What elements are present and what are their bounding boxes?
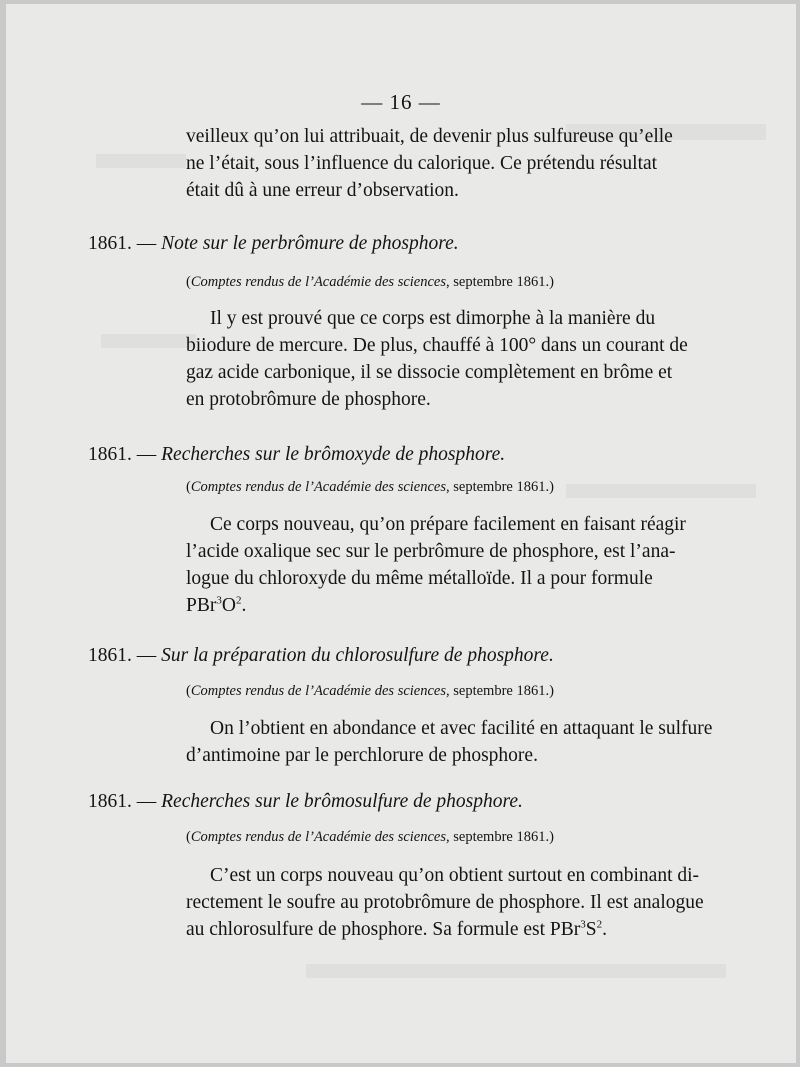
entry-body	[186, 305, 718, 413]
entry-citation	[186, 479, 554, 496]
citation-journal: Comptes rendus de l’Académie des sciences	[190, 479, 446, 495]
book-page	[6, 4, 796, 1063]
entry-dash: —	[136, 791, 157, 812]
text-line: était dû à une erreur d’observation.	[186, 180, 459, 201]
citation-journal: Comptes rendus de l’Académie des sciences	[190, 829, 446, 845]
citation-date: , septembre 1861.)	[446, 274, 554, 290]
text-line: Il y est prouvé que ce corps est dimorphe à la manière du	[210, 308, 656, 329]
formula-part: PBr	[549, 919, 581, 940]
entry-title: Sur la préparation du chlorosulfure de phosphore.	[161, 645, 554, 666]
formula-subscript: 2	[596, 918, 603, 931]
citation-open: (	[186, 274, 191, 290]
entry-citation	[186, 683, 554, 700]
intro-paragraph	[186, 123, 718, 204]
formula-subscript: 3	[580, 918, 586, 931]
citation-date: , septembre 1861.)	[446, 829, 554, 845]
bleed-through-mark	[96, 154, 186, 168]
entry-citation	[186, 829, 554, 846]
citation-journal: Comptes rendus de l’Académie des sciences	[190, 683, 446, 699]
citation-date: , septembre 1861.)	[446, 683, 554, 699]
text-line: logue du chloroxyde du même métalloïde. Il a pour formule	[186, 568, 653, 589]
text-line: rectement le soufre au protobrômure de phosphore. Il est analogue	[186, 892, 704, 913]
entry-year: 1861.	[88, 791, 132, 812]
entry-body	[186, 862, 718, 943]
entry-dash: —	[136, 444, 157, 465]
text-line: ne l’était, sous l’influence du calorique. Ce prétendu résultat	[186, 153, 658, 174]
text-line: l’acide oxalique sec sur le perbrômure de phosphore, est l’ana-	[186, 541, 676, 562]
entry-heading	[88, 444, 505, 466]
citation-open: (	[186, 683, 191, 699]
entry-year: 1861.	[88, 444, 132, 465]
citation-open: (	[186, 829, 191, 845]
formula-part: O	[221, 595, 236, 616]
formula-intro-text: au chlorosulfure de phosphore. Sa formule est	[186, 919, 550, 940]
entry-title: Recherches sur le brômosulfure de phosphore.	[161, 791, 523, 812]
chemical-formula-line	[186, 916, 718, 943]
entry-dash: —	[136, 233, 157, 254]
citation-journal: Comptes rendus de l’Académie des sciences	[190, 274, 446, 290]
entry-title: Note sur le perbrômure de phosphore.	[161, 233, 459, 254]
citation-open: (	[186, 479, 191, 495]
bleed-through-mark	[566, 484, 756, 498]
entry-citation	[186, 274, 554, 291]
formula-part: .	[241, 595, 247, 616]
bleed-through-mark	[306, 964, 726, 978]
bleed-through-mark	[101, 334, 196, 348]
formula-part: PBr	[186, 595, 217, 616]
entry-year: 1861.	[88, 645, 132, 666]
text-line: On l’obtient en abondance et avec facilité en attaquant le sulfure	[210, 718, 713, 739]
text-line: d’antimoine par le perchlorure de phosphore.	[186, 745, 538, 766]
citation-date: , septembre 1861.)	[446, 479, 554, 495]
page-number: — 16 —	[361, 90, 441, 114]
entry-body	[186, 715, 718, 769]
entry-dash: —	[136, 645, 157, 666]
entry-year: 1861.	[88, 233, 132, 254]
chemical-formula	[186, 592, 718, 619]
formula-subscript: 3	[216, 594, 222, 607]
entry-heading	[88, 645, 554, 667]
formula-part: S	[585, 919, 597, 940]
text-line: Ce corps nouveau, qu’on prépare facilement en faisant réagir	[210, 514, 686, 535]
text-line: veilleux qu’on lui attribuait, de devenir plus sulfureuse qu’elle	[186, 126, 673, 147]
text-line: biiodure de mercure. De plus, chauffé à 100° dans un courant de	[186, 335, 688, 356]
text-line: gaz acide carbonique, il se dissocie complètement en brôme et	[186, 362, 673, 383]
formula-part: .	[602, 919, 607, 940]
entry-body	[186, 511, 718, 619]
entry-heading	[88, 791, 523, 813]
text-line: C’est un corps nouveau qu’on obtient surtout en combinant di-	[210, 865, 700, 886]
entry-title: Recherches sur le brômoxyde de phosphore.	[161, 444, 506, 465]
formula-subscript: 2	[235, 594, 242, 607]
text-line: en protobrômure de phosphore.	[186, 389, 431, 410]
entry-heading	[88, 233, 459, 255]
